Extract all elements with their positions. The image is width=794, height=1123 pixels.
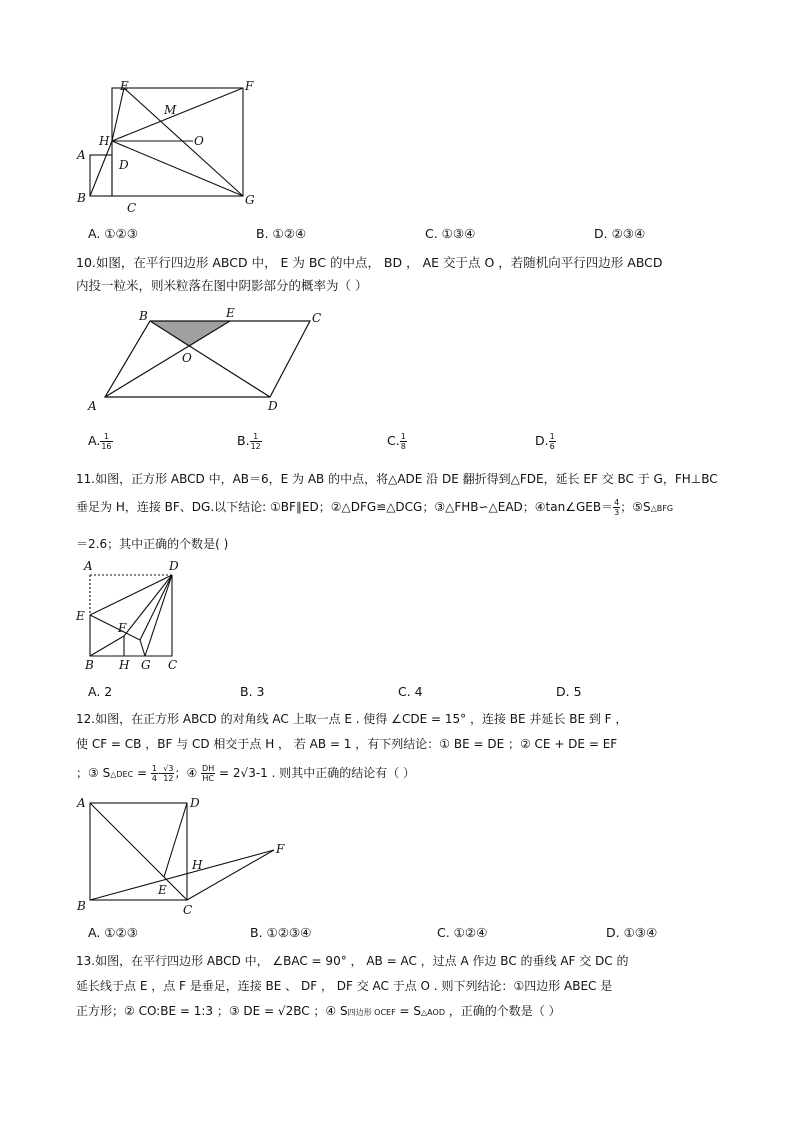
q10-option-d[interactable]: D. $\frac{1}{6}$	[535, 432, 555, 451]
label-e: E	[158, 883, 167, 897]
label-c: C	[183, 903, 193, 917]
label-a: A	[77, 796, 86, 810]
label-h: H	[119, 658, 130, 672]
label-f: F	[245, 79, 254, 93]
square-efgc	[112, 88, 243, 196]
label-d: D	[169, 559, 179, 573]
label-g: G	[141, 658, 151, 672]
q12-option-d[interactable]: D. ①③④	[606, 925, 658, 940]
q12-text-line1: 12.如图，在正方形 ABCD 的对角线 AC 上取一点 E . 使得 ∠CDE = 15° ，连接 BE 并延长 BE 到 F ，	[76, 712, 628, 726]
label-d: D	[190, 796, 200, 810]
q10-option-c[interactable]: C. $\frac{1}{8}$	[387, 432, 406, 451]
q9-option-c[interactable]: C. ①③④	[425, 226, 476, 241]
q10-option-b[interactable]: B. $\frac{1}{12}$	[237, 432, 261, 451]
q10-text-line1: 10.如图，在平行四边形 ABCD 中， E 为 BC 的中点， BD ， AE 交于点 O ，若随机向平行四边形 ABCD	[76, 255, 663, 270]
q11-text-line2: 垂足为 H，连接 BF、DG.以下结论: ①BF∥ED；②△DFG≌△DCG；③△FHB∽△EAD；④tan∠GEB＝ $\frac{4}{3}$ ；⑤S△BFG	[76, 498, 674, 517]
q9-option-b[interactable]: B. ①②④	[256, 226, 307, 241]
label-f: F	[276, 842, 285, 856]
label-g: G	[245, 193, 255, 207]
label-e: E	[120, 79, 129, 93]
label-b: B	[77, 191, 86, 205]
q13-text-line1: 13.如图，在平行四边形 ABCD 中， ∠BAC = 90° ， AB = AC ，过点 A 作边 BC 的垂线 AF 交 DC 的	[76, 954, 629, 968]
label-e: E	[226, 306, 235, 320]
label-e: E	[76, 609, 85, 623]
label-b: B	[139, 309, 148, 323]
q9-option-d[interactable]: D. ②③④	[594, 226, 646, 241]
label-d: D	[119, 158, 129, 172]
label-a: A	[88, 399, 97, 413]
q11-text-line3: ＝2.6；其中正确的个数是( )	[76, 537, 229, 551]
label-c: C	[168, 658, 178, 672]
label-m: M	[164, 103, 177, 117]
label-c: C	[312, 311, 322, 325]
label-b: B	[85, 658, 94, 672]
q9-figure	[70, 78, 270, 218]
label-c: C	[127, 201, 137, 215]
label-f: F	[118, 621, 127, 635]
q12-figure	[72, 793, 302, 921]
q10-text-line2: 内投一粒米，则米粒落在图中阴影部分的概率为（ ）	[76, 278, 368, 293]
label-a: A	[77, 148, 86, 162]
q11-option-c[interactable]: C. 4	[398, 684, 423, 699]
q11-figure	[72, 557, 192, 675]
q12-text-line3: ；③ S△DEC = $\frac{1}{4}$ - $\frac{√3}{12}$ ；④ $\frac{DH}{HC}$ = 2√3-1 . 则其中正确的结论有（ ）	[76, 764, 416, 783]
label-h: H	[192, 858, 203, 872]
label-h: H	[99, 134, 110, 148]
shaded-triangle	[150, 321, 230, 347]
square-abcd	[90, 155, 112, 196]
label-d: D	[268, 399, 278, 413]
q12-option-a[interactable]: A. ①②③	[88, 925, 138, 940]
q11-option-d[interactable]: D. 5	[556, 684, 582, 699]
q11-option-a[interactable]: A. 2	[88, 684, 113, 699]
q13-text-line3: 正方形；② CO:BE = 1:3 ；③ DE = √2BC ；④ S四边形 OCEF = S△AOD ，正确的个数是（ ）	[76, 1004, 561, 1018]
q10-option-a[interactable]: A. $\frac{1}{16}$	[88, 432, 112, 451]
q12-option-b[interactable]: B. ①②③④	[250, 925, 312, 940]
label-o: O	[182, 351, 192, 365]
q10-figure	[80, 302, 340, 420]
q11-option-b[interactable]: B. 3	[240, 684, 265, 699]
q13-text-line2: 延长线于点 E ，点 F 是垂足，连接 BE 、 DF ， DF 交 AC 于点 O . 则下列结论：①四边形 ABEC 是	[76, 979, 613, 993]
label-b: B	[77, 899, 86, 913]
q12-option-c[interactable]: C. ①②④	[437, 925, 488, 940]
q11-text-line1: 11.如图，正方形 ABCD 中，AB＝6，E 为 AB 的中点，将△ADE 沿 DE 翻折得到△FDE，延长 EF 交 BC 于 G，FH⊥BC	[76, 472, 718, 486]
q9-option-a[interactable]: A. ①②③	[88, 226, 138, 241]
q12-text-line2: 使 CF = CB ，BF 与 CD 相交于点 H ， 若 AB = 1 ，有下列结论：① BE = DE ；② CE + DE = EF	[76, 737, 618, 751]
label-a: A	[84, 559, 93, 573]
label-o: O	[194, 134, 204, 148]
